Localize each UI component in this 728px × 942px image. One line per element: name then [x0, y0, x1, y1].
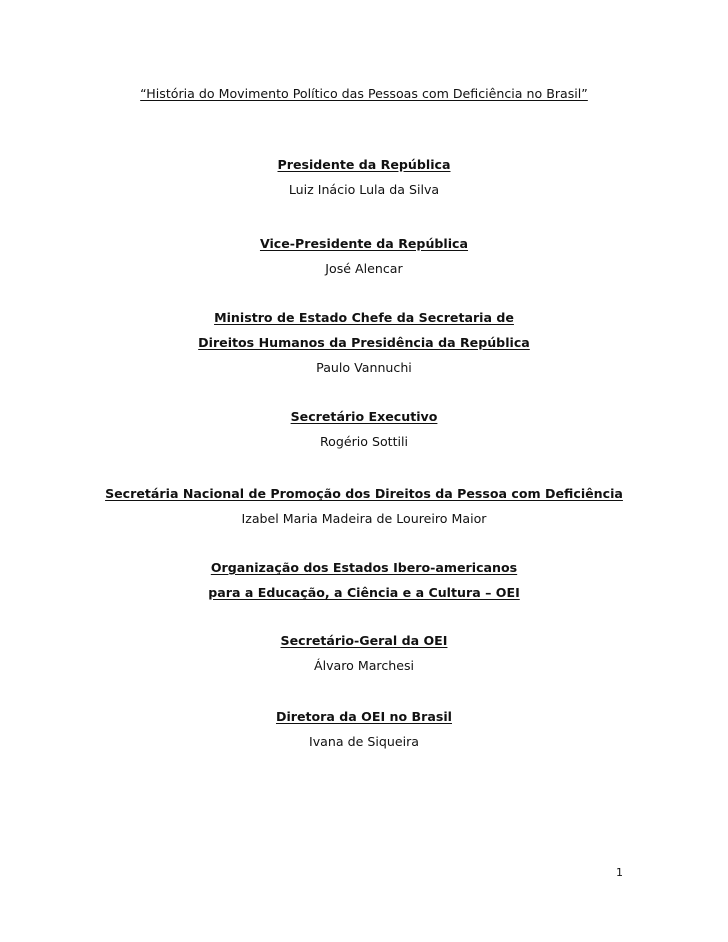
role-title: Secretário Executivo [290, 409, 438, 424]
role-title: Presidente da República [277, 157, 451, 172]
role-title: Vice-Presidente da República [259, 236, 469, 251]
role-title-line-1: Ministro de Estado Chefe da Secretaria de [214, 310, 514, 325]
credit-block-oei [0, 555, 728, 605]
document-title: “História do Movimento Político das Pessoas com Deficiência no Brasil” [140, 86, 588, 101]
page-number: 1 [616, 866, 623, 879]
person-name: Álvaro Marchesi [313, 658, 415, 673]
credit-block-vice-president [0, 231, 728, 281]
credit-block-oei-brazil-director [0, 704, 728, 754]
role-title: Diretora da OEI no Brasil [275, 709, 452, 724]
person-name: Rogério Sottili [319, 434, 409, 449]
role-title-line-1: Organização dos Estados Ibero-americanos [210, 560, 518, 575]
role-title: Secretária Nacional de Promoção dos Direitos da Pessoa com Deficiência [105, 486, 623, 501]
person-name: Luiz Inácio Lula da Silva [288, 182, 440, 197]
credit-block-minister [0, 305, 728, 380]
person-name: Paulo Vannuchi [316, 360, 412, 375]
person-name: Izabel Maria Madeira de Loureiro Maior [241, 511, 487, 526]
role-title-line-2: Direitos Humanos da Presidência da República [198, 335, 530, 350]
credit-block-national-secretary [0, 481, 728, 531]
credit-block-president [0, 152, 728, 202]
person-name: Ivana de Siqueira [309, 734, 419, 749]
person-name: José Alencar [325, 261, 403, 276]
credit-block-executive-secretary [0, 404, 728, 454]
role-title: Secretário-Geral da OEI [280, 633, 448, 648]
credit-block-oei-secretary-general [0, 628, 728, 678]
role-title-line-2: para a Educação, a Ciência e a Cultura – OEI [208, 585, 520, 600]
